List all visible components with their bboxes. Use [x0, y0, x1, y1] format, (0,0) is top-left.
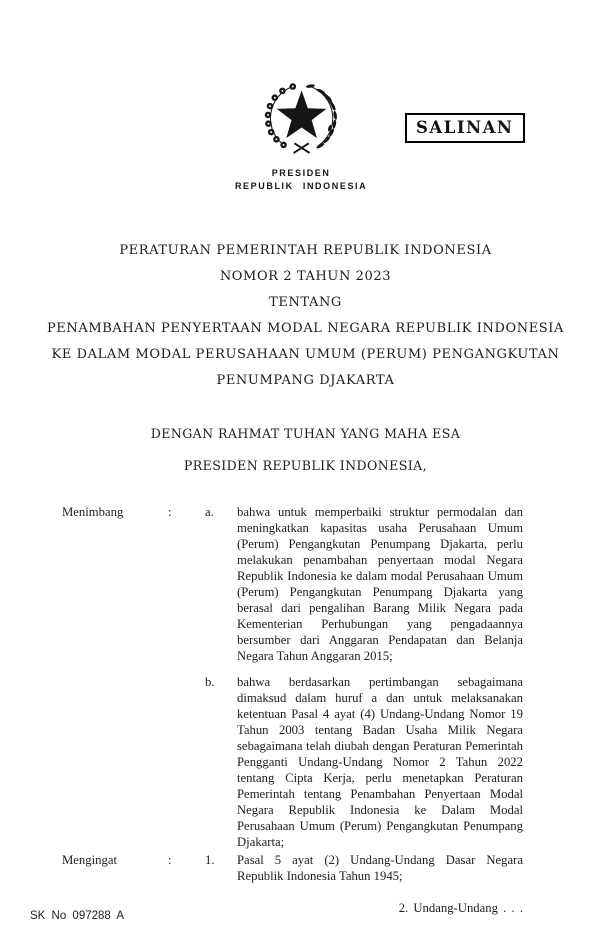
item-text: Pasal 5 ayat (2) Undang-Undang Dasar Negara Republik Indonesia Tahun 1945; [237, 853, 523, 883]
regulation-number: NOMOR 2 TAHUN 2023 [219, 269, 392, 284]
item-text: bahwa berdasarkan pertimbangan sebagaimana dimaksud dalam huruf a dan untuk melaksanakan ketentuan Pasal 4 ayat (4) Undang-Undang Nomor 19 Tahun 2003 tentang Badan Usaha Milik Negara sebagaimana telah diubah dengan Peraturan Pemerintah Pengganti Undang-Undang Nomor 2 Tahun 2022 tentang Cipta Kerja, perlu menetapkan Peraturan Pemerintah tentang Penambahan Penyertaan Modal Negara Republik Indonesia ke Dalam Modal Perusahaan Umum (Perum) Pengangkutan Penumpang Djakarta; [237, 675, 523, 849]
mengingat-section [62, 852, 523, 884]
item-marker: a. [205, 505, 214, 519]
regulation-subject-line: KE DALAM MODAL PERUSAHAAN UMUM (PERUM) PENGANGKUTAN [51, 347, 560, 362]
regulation-title: PERATURAN PEMERINTAH REPUBLIK INDONESIA [119, 243, 492, 258]
document-header [0, 0, 611, 200]
invocation-line: DENGAN RAHMAT TUHAN YANG MAHA ESA [150, 426, 461, 441]
menimbang-colon: : [168, 505, 172, 519]
salinan-stamp: SALINAN [405, 113, 525, 143]
page-continuation-catchword: 2. Undang-Undang . . . [398, 901, 523, 915]
item-text: bahwa untuk memperbaiki struktur permodalan dan meningkatkan kapasitas usaha Perusahaan Umum (Perum) Pengangkutan Penumpang Djakarta, perlu melakukan penambahan penyertaan modal Negara Republik Indonesia ke dalam modal Perusahaan Umum (Perum) Pengangkutan Penumpang Djakarta yang berasal dari pengalihan Barang Milik Negara pada Kementerian Perhubungan yang pengadaannya bersumber dari Anggaran Pendapatan dan Belanja Negara Tahun Anggaran 2015; [237, 505, 523, 663]
letterhead-republik-indonesia: REPUBLIK INDONESIA [234, 181, 368, 191]
regulation-subject-line: PENAMBAHAN PENYERTAAN MODAL NEGARA REPUBLIK INDONESIA [46, 321, 565, 336]
item-marker: 1. [205, 853, 215, 867]
item-marker: b. [205, 675, 215, 689]
regulation-title-block [0, 242, 611, 390]
sk-number: SK No 097288 A [30, 910, 125, 922]
mengingat-label: Mengingat [62, 853, 117, 867]
consideration-item-b [205, 674, 523, 850]
presidential-letterhead [191, 80, 411, 193]
regulation-subject-line: PENUMPANG DJAKARTA [216, 373, 395, 388]
preambulatory-clauses [0, 504, 611, 916]
menimbang-section [62, 504, 523, 850]
recalling-item-1 [205, 852, 523, 884]
menimbang-label: Menimbang [62, 505, 124, 519]
tentang-label: TENTANG [269, 295, 342, 310]
letterhead-presiden: PRESIDEN [271, 168, 331, 178]
consideration-item-a [205, 504, 523, 664]
authority-line: PRESIDEN REPUBLIK INDONESIA, [183, 458, 428, 473]
presidential-seal-icon [191, 80, 411, 162]
mengingat-colon: : [168, 853, 172, 867]
